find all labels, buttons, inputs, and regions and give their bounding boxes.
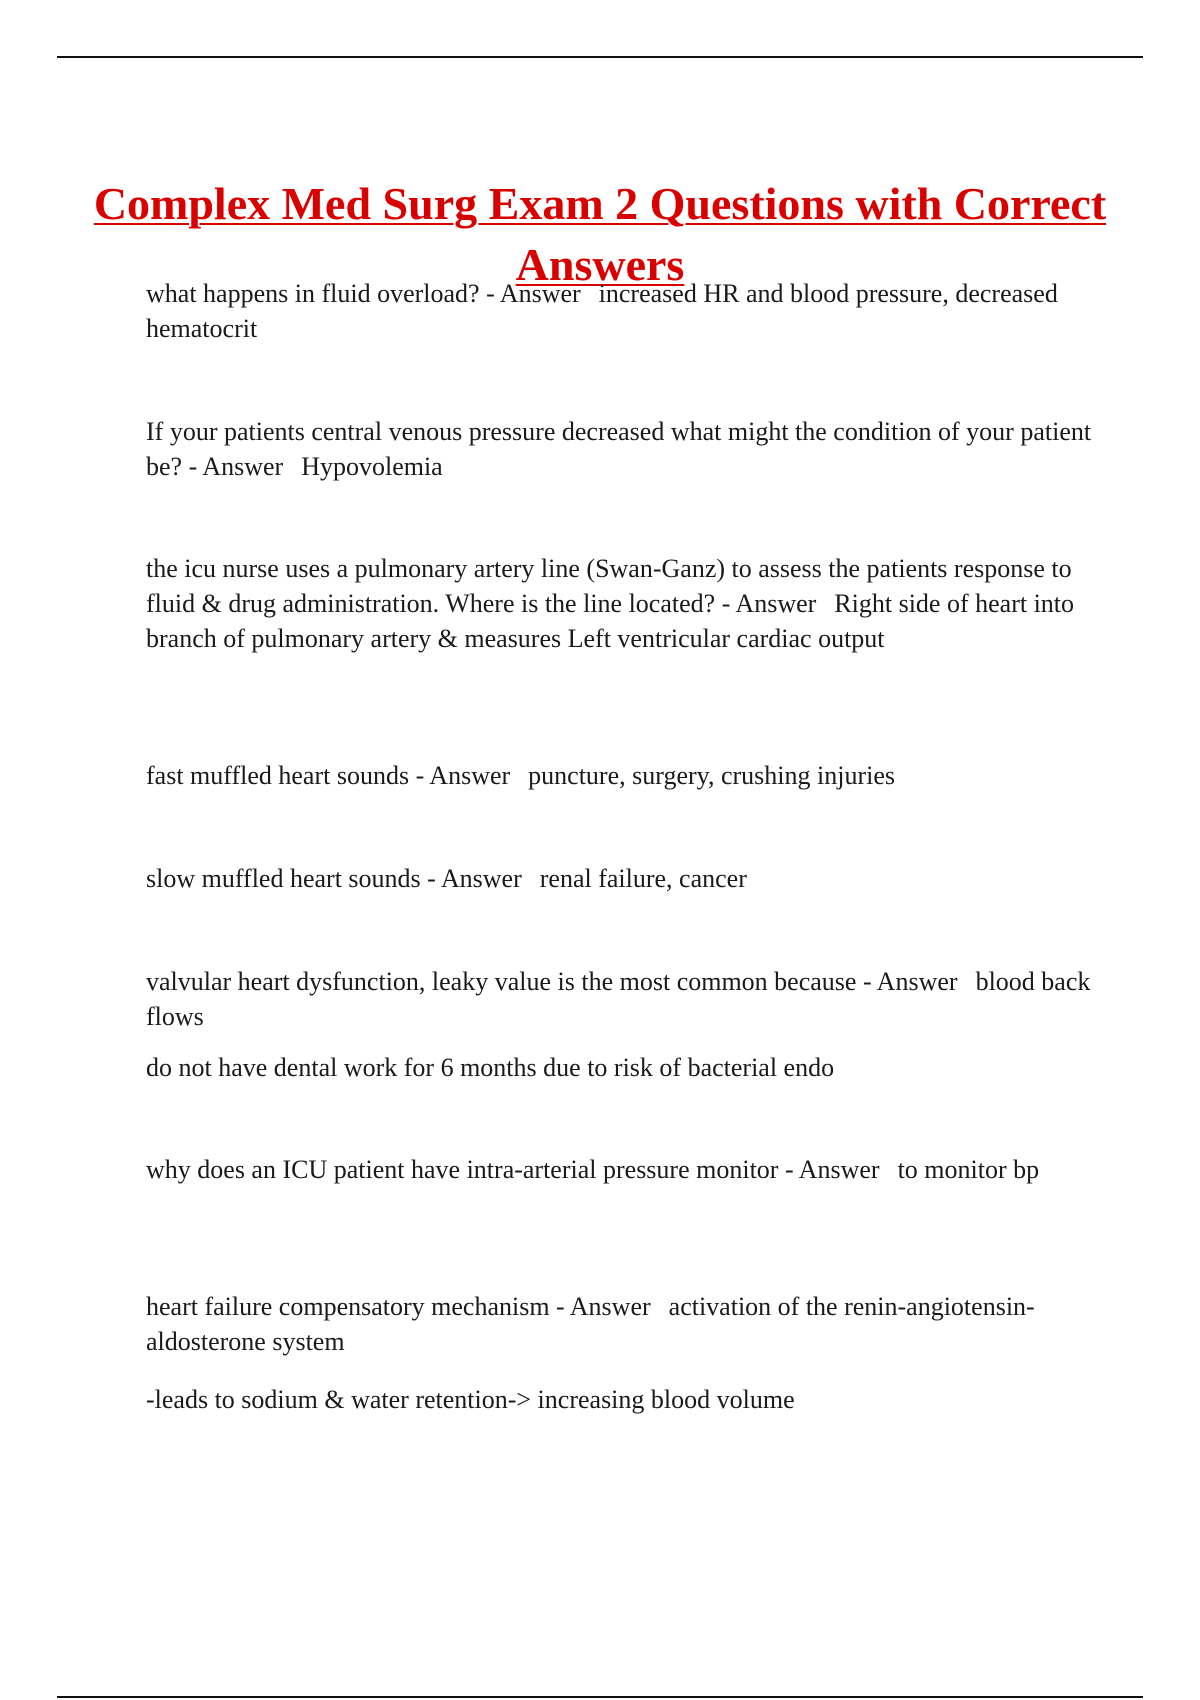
question: valvular heart dysfunction, leaky value is the most common because - Answer [146,967,958,996]
answer: increased HR and blood pressure, decreased hematocrit [146,279,1058,343]
footer-rule [57,1696,1143,1698]
question: fast muffled heart sounds - Answer [146,761,511,790]
question: If your patients central venous pressure decreased what might the condition of your patient be? - Answer [146,417,1092,481]
question: why does an ICU patient have intra-arterial pressure monitor - Answer [146,1155,880,1184]
qa-item-6 [146,964,1092,1034]
question: what happens in fluid overload? - Answer [146,279,581,308]
qa-item-2 [146,414,1092,484]
answer: puncture, surgery, crushing injuries [528,761,895,790]
qa-item-8-extra: -leads to sodium & water retention-> increasing blood volume [146,1385,795,1414]
answer: to monitor bp [897,1155,1040,1184]
question: the icu nurse uses a pulmonary artery line (Swan-Ganz) to assess the patients response to fluid & drug administration. Where is the line located? - Answer [146,554,1072,618]
question: heart failure compensatory mechanism - Answer [146,1292,651,1321]
question: slow muffled heart sounds - Answer [146,864,522,893]
document-title: Complex Med Surg Exam 2 Questions with Correct Answers [93,177,1107,290]
qa-item-3 [146,551,1092,656]
answer: renal failure, cancer [539,864,747,893]
qa-item-7 [146,1152,1092,1187]
qa-item-4 [146,758,1092,793]
qa-item-1 [146,276,1092,346]
answer: blood back flows [146,967,1091,1031]
qa-item-6-extra: do not have dental work for 6 months due to risk of bacterial endo [146,1053,835,1082]
qa-item-5 [146,861,1092,896]
header-rule [57,56,1143,58]
answer: activation of the renin-angiotensin-aldosterone system [146,1292,1035,1356]
answer: Right side of heart into branch of pulmonary artery & measures Left ventricular cardiac output [146,589,1075,653]
qa-item-8 [146,1289,1092,1359]
answer: Hypovolemia [301,452,443,481]
